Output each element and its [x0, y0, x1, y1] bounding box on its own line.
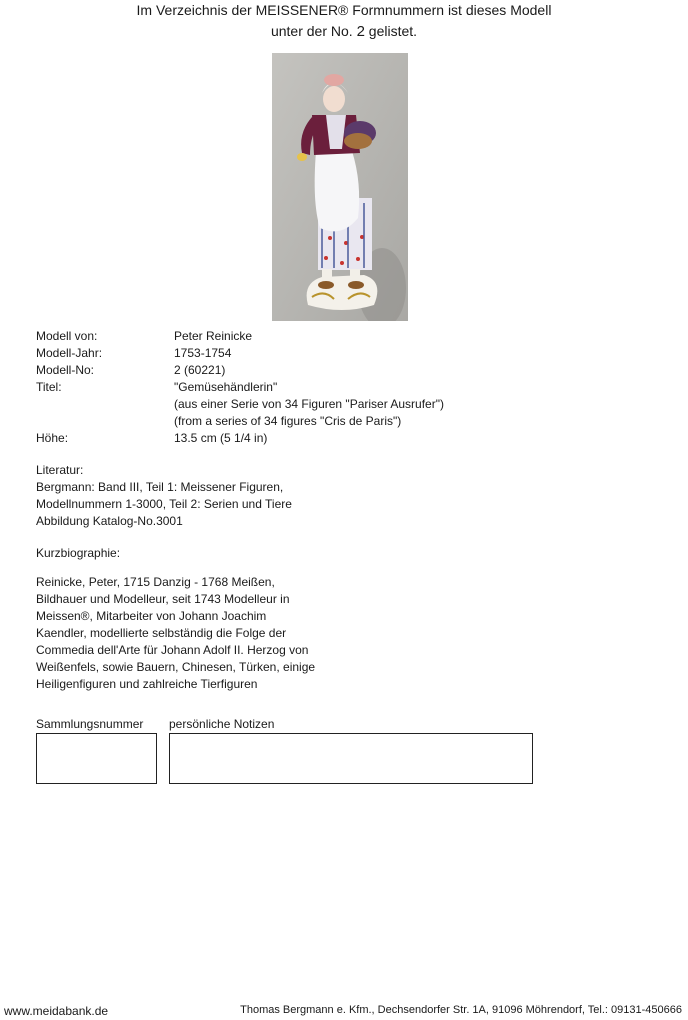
- detail-label-model-no: Modell-No:: [36, 363, 95, 377]
- biography-line: Heiligenfiguren und zahlreiche Tierfiguren: [36, 677, 258, 691]
- header-line-2: [0, 21, 688, 42]
- detail-label-height: Höhe:: [36, 431, 69, 445]
- biography-line: Reinicke, Peter, 1715 Danzig - 1768 Meißen,: [36, 575, 275, 589]
- header-line-2-prefix: unter der No.: [270, 23, 353, 39]
- footer-address: Thomas Bergmann e. Kfm., Dechsendorfer Str. 1A, 91096 Möhrendorf, Tel.: 09131-450666: [240, 1004, 682, 1016]
- collection-number-field[interactable]: [36, 733, 157, 784]
- page-header: [0, 0, 688, 42]
- detail-label-model-year: Modell-Jahr:: [36, 346, 103, 360]
- header-line-1: Im Verzeichnis der MEISSENER® Formnummern ist dieses Modell: [136, 2, 552, 18]
- detail-title-series-de: (aus einer Serie von 34 Figuren "Pariser Ausrufer"): [174, 397, 444, 411]
- detail-label-model-by: Modell von:: [36, 329, 98, 343]
- personal-notes-label: persönliche Notizen: [169, 717, 275, 731]
- detail-label-title: Titel:: [36, 380, 62, 394]
- biography-text: [36, 574, 315, 693]
- detail-title-series-en: (from a series of 34 figures "Cris de Paris"): [174, 414, 402, 428]
- biography-line: Weißenfels, sowie Bauern, Chinesen, Türken, einige: [36, 660, 316, 674]
- biography-line: Meissen®, Mitarbeiter von Johann Joachim: [36, 609, 267, 623]
- figurine-photo: [272, 53, 408, 321]
- literature-section: [36, 462, 292, 530]
- personal-notes-field[interactable]: [169, 733, 533, 784]
- collection-number-label: Sammlungsnummer: [36, 717, 144, 731]
- biography-line: Commedia dell'Arte für Johann Adolf II. Herzog von: [36, 643, 309, 657]
- biography-line: Kaendler, modellierte selbständig die Folge der: [36, 626, 287, 640]
- header-line-2-suffix: gelistet.: [368, 23, 418, 39]
- model-number: 2: [356, 23, 365, 40]
- footer-website[interactable]: www.meidabank.de: [4, 1004, 109, 1018]
- detail-value-model-no: 2 (60221): [174, 363, 226, 377]
- detail-value-height: 13.5 cm (5 1/4 in): [174, 431, 268, 445]
- literature-heading: Literatur:: [36, 463, 84, 477]
- literature-line: Bergmann: Band III, Teil 1: Meissener Figuren,: [36, 480, 284, 494]
- biography-heading: Kurzbiographie:: [36, 546, 121, 560]
- detail-value-model-by: Peter Reinicke: [174, 329, 253, 343]
- detail-value-title: "Gemüsehändlerin": [174, 380, 278, 394]
- literature-line: Abbildung Katalog-No.3001: [36, 514, 183, 528]
- literature-line: Modellnummern 1-3000, Teil 2: Serien und Tiere: [36, 497, 292, 511]
- biography-line: Bildhauer und Modelleur, seit 1743 Modelleur in: [36, 592, 290, 606]
- detail-value-model-year: 1753-1754: [174, 346, 232, 360]
